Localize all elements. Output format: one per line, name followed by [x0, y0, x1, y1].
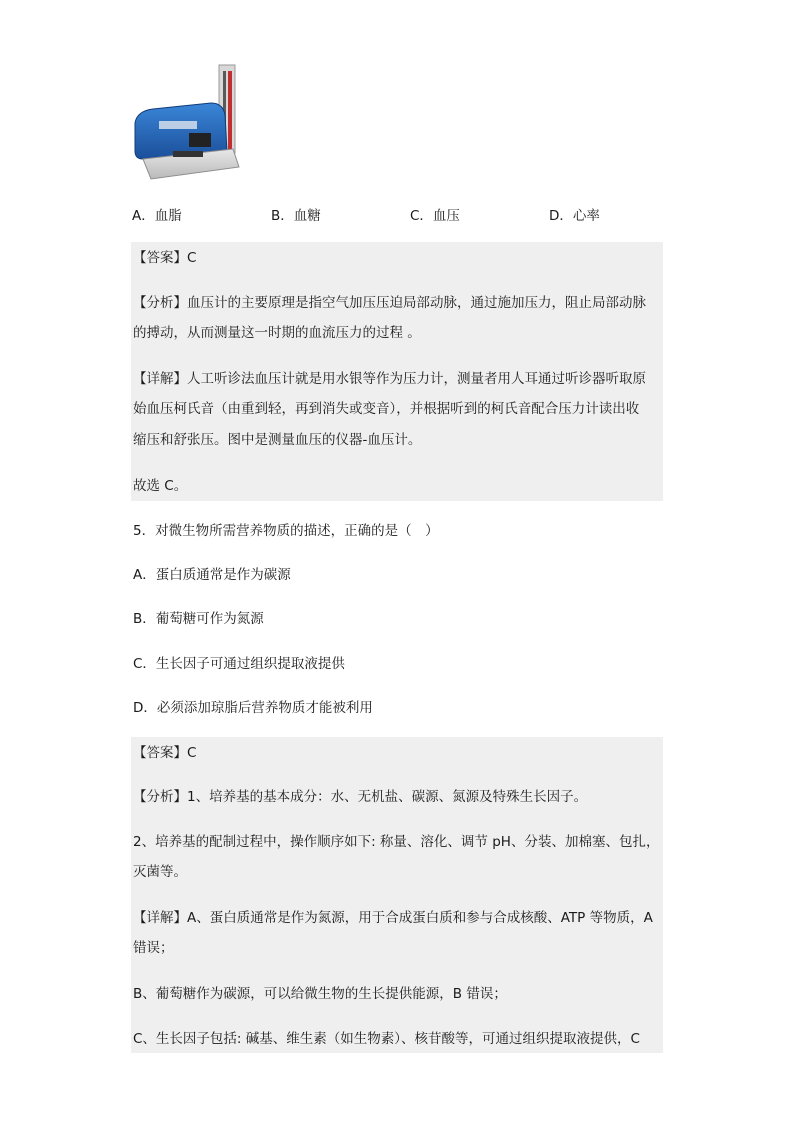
q5-option-a: A．蛋白质通常是作为碳源	[133, 567, 291, 583]
q4-conclusion: 故选 C。	[133, 478, 188, 494]
q5-answer: 【答案】C	[133, 745, 197, 761]
q5-answer-panel	[131, 737, 663, 1053]
q4-analysis-line-1: 【分析】血压计的主要原理是指空气加压压迫局部动脉，通过施加压力，阻止局部动脉	[133, 295, 646, 311]
q4-option-d: D．心率	[549, 208, 600, 224]
q4-option-c: C．血压	[410, 208, 460, 224]
q5-detail-line-3: B、葡萄糖作为碳源，可以给微生物的生长提供能源，B 错误；	[133, 986, 507, 1002]
q5-option-b: B．葡萄糖可作为氮源	[133, 611, 264, 627]
q4-answer: 【答案】C	[133, 250, 197, 266]
q5-option-d: D．必须添加琼脂后营养物质才能被利用	[133, 700, 373, 716]
q5-option-c: C．生长因子可通过组织提取液提供	[133, 656, 345, 672]
q5-analysis-2-line-1: 2、培养基的配制过程中，操作顺序如下: 称量、溶化、调节 pH、分装、加棉塞、包扎，	[133, 834, 660, 850]
q5-stem: 5．对微生物所需营养物质的描述，正确的是（ ）	[133, 523, 439, 539]
q4-option-b: B．血糖	[271, 208, 321, 224]
q4-detail-line-1: 【详解】人工听诊法血压计就是用水银等作为压力计，测量者用人耳通过听诊器听取原	[133, 371, 646, 387]
q4-detail-line-2: 始血压柯氏音（由重到轻，再到消失或变音），并根据听到的柯氏音配合压力计读出收	[133, 401, 640, 417]
q4-analysis-line-2: 的搏动，从而测量这一时期的血流压力的过程 。	[133, 325, 421, 341]
q5-analysis-1: 【分析】1、培养基的基本成分：水、无机盐、碳源、氮源及特殊生长因子。	[133, 789, 588, 805]
q4-option-a: A．血脂	[132, 208, 182, 224]
q4-detail-line-3: 缩压和舒张压。图中是测量血压的仪器-血压计。	[133, 432, 422, 448]
q5-detail-line-2: 错误；	[133, 940, 174, 956]
q4-options	[132, 204, 694, 226]
q5-analysis-2-line-2: 灭菌等。	[133, 864, 187, 880]
q5-detail-line-4: C、生长因子包括: 碱基、维生素（如生物素）、核苷酸等，可通过组织提取液提供，C	[133, 1031, 640, 1047]
blood-pressure-monitor-icon	[133, 63, 245, 181]
q5-detail-line-1: 【详解】A、蛋白质通常是作为氮源，用于合成蛋白质和参与合成核酸、ATP 等物质，A	[133, 910, 653, 926]
